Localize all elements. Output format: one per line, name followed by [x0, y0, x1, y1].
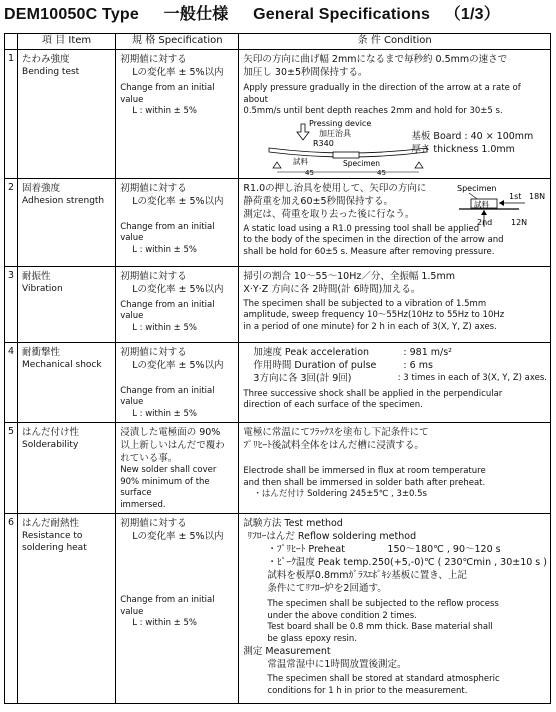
row-number: 2 — [5, 178, 18, 266]
board-size: 基板 Board : 40 × 100mm — [411, 130, 534, 142]
item-cell: 固着強度 Adhesion strength — [18, 178, 116, 266]
table-row — [5, 178, 551, 266]
condition-cell: 試験方法 Test method ﾘﾌﾛｰはんだ Reflow soldering method ・ﾌﾟﾘﾋｰﾄ Preheat 150～180℃ , 90～120 s ・ﾋﾟｰｸ温度 Peak temp. 250(+5,-0)℃ ( 230℃min , 30±10 s ) 試料を板厚0.8mmｶﾞﾗｽｴﾎﾟｷｼ基板に置き、上記 条件にてﾘﾌﾛｰ炉を2回通す。 The specimen shall be subjected to the reflow process under the above condition 2 times. Test board shall be 0.8 mm thick. Base material shall be glass epoxy resin. 測定 Measurement 常温常湿中に1時間放置後測定。 The specimen shall be stored at standard atmospheric conditions for 1 h in prior to the measurement. — [239, 514, 551, 704]
table-row — [5, 514, 551, 704]
arrow-up-icon — [481, 210, 487, 215]
row-number: 1 — [5, 50, 18, 179]
condition-cell: 掃引の割合 10～55～10Hz／分、全振幅 1.5mm X·Y·Z 方向に各 2時間(計 6時間)加える。 The specimen shall be subjected to a vibration of 1.5mm amplitude, sweep frequency 10～55Hz(10Hz to 55Hz to 10Hz in a period of one minute) for 2 h in each of 3(X, Y, Z) axes. — [239, 266, 551, 342]
table-row — [5, 50, 551, 179]
item-cell: はんだ耐熱性 Resistance to soldering heat — [18, 514, 116, 704]
spec-table — [4, 33, 551, 704]
svg-text:加圧治具: 加圧治具 — [319, 128, 352, 138]
table-row — [5, 423, 551, 514]
header-row — [5, 34, 551, 50]
condition-cell: 加速度 Peak acceleration : 981 m/s² 作用時間 Duration of pulse : 6 ms 3方向に各 3回(計 9回) : 3 times in each of 3(X, Y, Z) axes. Three successive shock shall be applied in the perpendicular direction of each surface of the specimen. — [239, 342, 551, 423]
svg-text:45: 45 — [305, 168, 315, 176]
svg-text:Specimen: Specimen — [457, 183, 497, 193]
adhesion-test-diagram — [449, 181, 549, 233]
row-number: 6 — [5, 514, 18, 704]
document-title — [4, 4, 552, 26]
model-code: DEM10050C Type — [4, 6, 140, 23]
title-en: General Specifications — [253, 6, 431, 23]
svg-text:45: 45 — [377, 168, 387, 176]
support-triangle-icon — [273, 162, 281, 168]
svg-text:1st: 1st — [509, 191, 522, 201]
page-indicator: （1/3） — [444, 6, 500, 23]
spec-cell: 初期値に対する Lの変化率 ± 5%以内 Change from an initial value L : within ± 5% — [116, 50, 239, 179]
header-cond: 条 件 Condition — [239, 34, 551, 50]
board-thickness: 厚さ thickness 1.0mm — [411, 143, 515, 155]
item-cell: はんだ付け性 Solderability — [18, 423, 116, 514]
spec-cell: 初期値に対する Lの変化率 ± 5%以内 Change from an initial value L : within ± 5% — [116, 342, 239, 423]
svg-text:R340: R340 — [313, 138, 335, 148]
condition-cell: R1.0の押し治具を使用して、矢印の方向に 静荷重を加え60±5秒間保持する。 測定は、荷重を取り去った後に行なう。 A static load using a R1.0 pressing tool shall be applied to the body of the specimen in the direction of the arrow and shall be hold for 60±5 s. Measure after removing pressure. Specimen 試料 1st 18N 2nd 12N — [239, 178, 551, 266]
svg-text:18N: 18N — [529, 191, 546, 201]
pressing-device-label: Pressing device — [309, 118, 372, 128]
spec-cell: 初期値に対する Lの変化率 ± 5%以内 Change from an initial value L : within ± 5% — [116, 178, 239, 266]
table-row — [5, 266, 551, 342]
spec-cell: 初期値に対する Lの変化率 ± 5%以内 Change from an initial value L : within ± 5% — [116, 514, 239, 704]
arrow-down-icon — [297, 124, 309, 140]
title-jp: 一般仕様 — [163, 6, 229, 23]
condition-cell: 電極に常温にてﾌﾗｯｸｽを塗布し下記条件にて ﾌﾟﾘﾋｰﾄ後試料全体をはんだ槽に浸漬する。 Electrode shall be immersed in flux at room temperature and then shall be immersed in solder bath after preheat. ・はんだ付け Soldering 245±5℃ , 3±0.5s — [239, 423, 551, 514]
bending-test-diagram — [263, 118, 433, 176]
row-number: 5 — [5, 423, 18, 514]
svg-text:試料: 試料 — [474, 199, 490, 209]
arrow-left-icon — [499, 200, 504, 206]
spec-cell: 浸漬した電極面の 90% 以上新しいはんだで覆わ れている事。 New solder shall cover 90% minimum of the surface immersed. — [116, 423, 239, 514]
table-row — [5, 342, 551, 423]
spec-cell: 初期値に対する Lの変化率 ± 5%以内 Change from an initial value L : within ± 5% — [116, 266, 239, 342]
item-cell: たわみ強度 Bending test — [18, 50, 116, 179]
svg-text:Specimen: Specimen — [343, 158, 381, 168]
condition-cell: 矢印の方向に曲げ幅 2mmになるまで毎秒約 0.5mmの速さで 加圧し 30±5秒間保持する。 Apply pressure gradually in the direction of the arrow at a rate of about 0.5mm/s until bent depth reaches 2mm and hold for 30±5 s. Pressing device 加圧治具 R340 試料 Specimen 45 45 基板 Board : 40 × 100mm 厚さ thickness 1.0mm — [239, 50, 551, 179]
svg-text:12N: 12N — [511, 217, 528, 227]
svg-text:2nd: 2nd — [477, 217, 493, 227]
header-item: 項 目 Item — [18, 34, 116, 50]
support-triangle-icon — [415, 162, 423, 168]
item-cell: 耐振性 Vibration — [18, 266, 116, 342]
row-number: 3 — [5, 266, 18, 342]
row-number: 4 — [5, 342, 18, 423]
header-spec: 規 格 Specification — [116, 34, 239, 50]
specimen-block — [333, 152, 359, 158]
item-cell: 耐衝撃性 Mechanical shock — [18, 342, 116, 423]
svg-text:試料: 試料 — [293, 156, 309, 166]
